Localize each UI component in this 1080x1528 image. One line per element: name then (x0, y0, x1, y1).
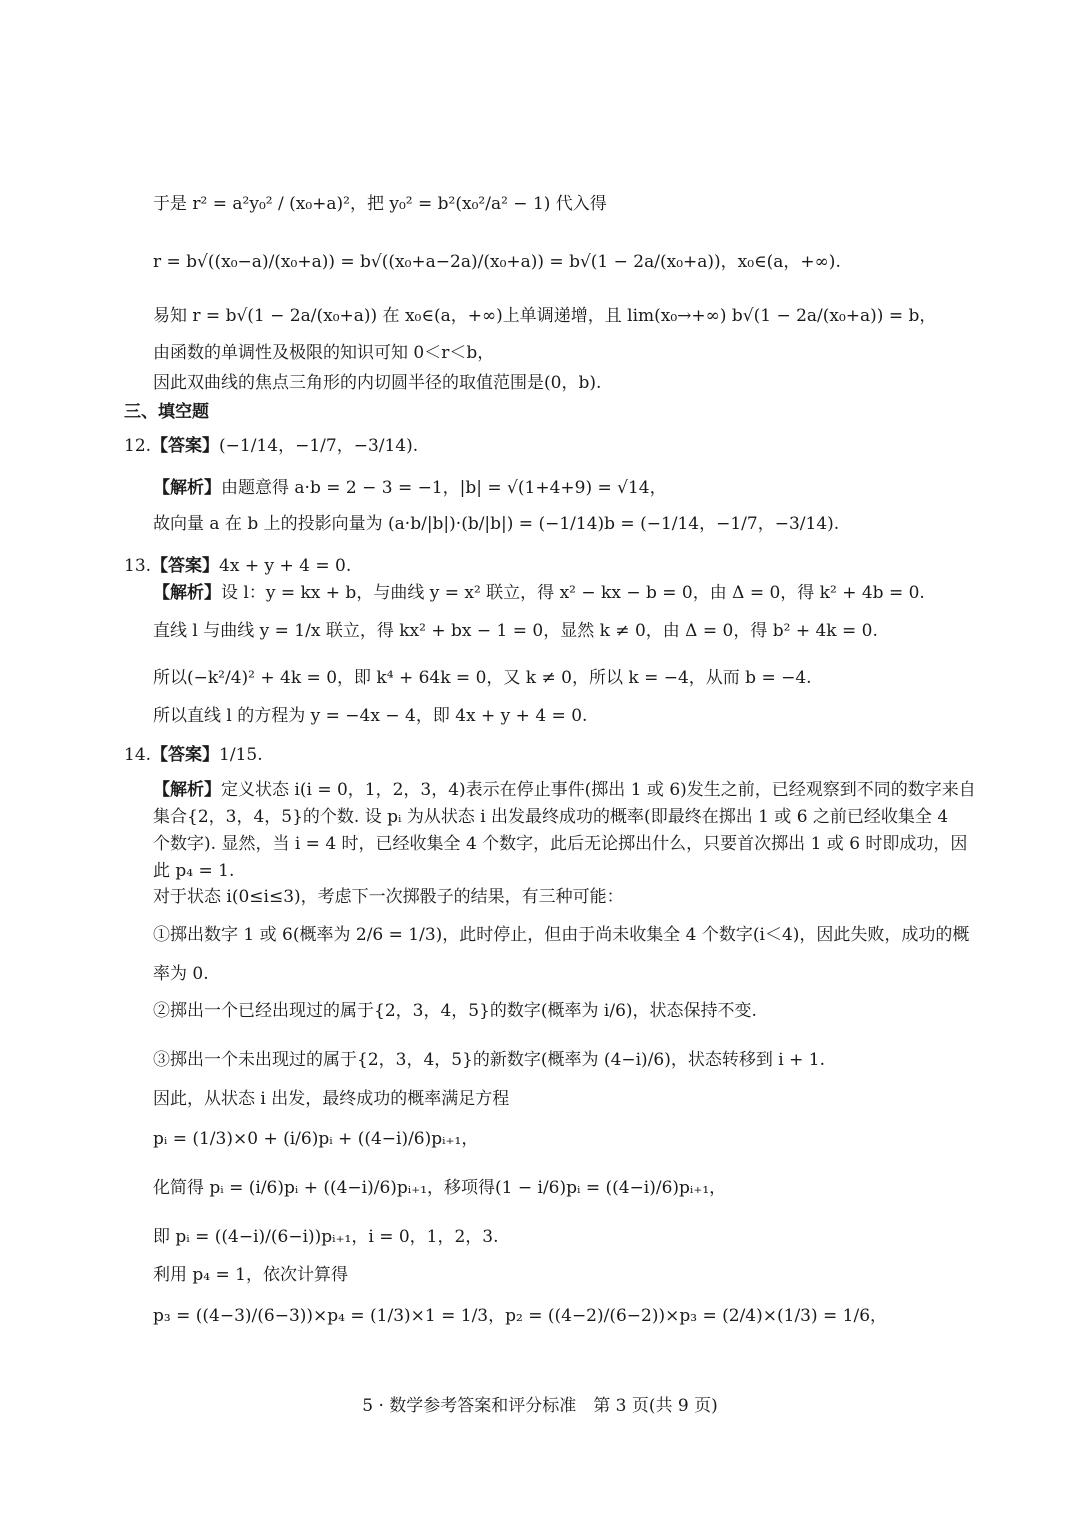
answer-tag: 【答案】 (151, 436, 220, 456)
analysis-tag: 【解析】 (153, 478, 221, 498)
text-line: 因此双曲线的焦点三角形的内切圆半径的取值范围是(0，b). (153, 373, 602, 393)
text-line: 率为 0. (153, 964, 209, 984)
text-line: 故向量 a 在 b 上的投影向量为 (a·b/|b|)·(b/|b|) = (−1/14)b = (−1/14，−1/7，−3/14). (153, 514, 840, 534)
page-footer: 5 · 数学参考答案和评分标准 第 3 页(共 9 页) (362, 1396, 718, 1416)
text-line: ①掷出数字 1 或 6(概率为 2/6 = 1/3)，此时停止，但由于尚未收集全 4 个数字(i＜4)，因此失败，成功的概 (153, 925, 970, 945)
text-line: 所以(−k²/4)² + 4k = 0，即 k⁴ + 64k = 0，又 k ≠ 0，所以 k = −4，从而 b = −4. (153, 668, 812, 688)
text-line: 即 pᵢ = ((4−i)/(6−i))pᵢ₊₁，i = 0，1，2，3. (153, 1227, 499, 1247)
analysis-tag: 【解析】 (153, 583, 221, 603)
text-line: r = b√((x₀−a)/(x₀+a)) = b√((x₀+a−2a)/(x₀+a)) = b√(1 − 2a/(x₀+a))，x₀∈(a，+∞). (153, 252, 841, 272)
answer-tag: 【答案】 (151, 556, 220, 576)
analysis-tag: 【解析】 (153, 780, 221, 800)
text-line: 因此，从状态 i 出发，最终成功的概率满足方程 (153, 1089, 510, 1109)
question-number: 14. (124, 745, 152, 765)
text-line: pᵢ = (1/3)×0 + (i/6)pᵢ + ((4−i)/6)pᵢ₊₁， (153, 1129, 479, 1149)
text-line: 直线 l 与曲线 y = 1/x 联立，得 kx² + bx − 1 = 0，显然 k ≠ 0，由 Δ = 0，得 b² + 4k = 0. (153, 621, 878, 641)
answer-tag: 【答案】 (151, 745, 220, 765)
text-line: 利用 p₄ = 1，依次计算得 (153, 1265, 348, 1285)
text-line: p₃ = ((4−3)/(6−3))×p₄ = (1/3)×1 = 1/3，p₂ = ((4−2)/(6−2))×p₃ = (2/4)×(1/3) = 1/6， (153, 1306, 888, 1326)
question-number: 12. (124, 436, 152, 456)
text-line: 由函数的单调性及极限的知识可知 0＜r＜b， (153, 343, 495, 363)
section-heading: 三、填空题 (124, 402, 209, 422)
text-line: ③掷出一个未出现过的属于{2，3，4，5}的新数字(概率为 (4−i)/6)，状态转移到 i + 1. (153, 1050, 825, 1070)
analysis-line: 【解析】定义状态 i(i = 0，1，2，3，4)表示在停止事件(掷出 1 或 6)发生之前，已经观察到不同的数字来自 (153, 780, 976, 800)
question-14-answer: 14.【答案】1/15. (124, 745, 263, 765)
text-line: 集合{2，3，4，5}的个数. 设 pᵢ 为从状态 i 出发最终成功的概率(即最终在掷出 1 或 6 之前已经收集全 4 (153, 807, 949, 827)
text-line: 易知 r = b√(1 − 2a/(x₀+a)) 在 x₀∈(a，+∞)上单调递增，且 lim(x₀→+∞) b√(1 − 2a/(x₀+a)) = b， (153, 306, 937, 326)
analysis-line: 【解析】由题意得 a·b = 2 − 3 = −1，|b| = √(1+4+9) = √14， (153, 478, 667, 498)
text-line: 于是 r² = a²y₀² / (x₀+a)²，把 y₀² = b²(x₀²/a² − 1) 代入得 (153, 194, 607, 214)
text-line: 个数字). 显然，当 i = 4 时，已经收集全 4 个数字，此后无论掷出什么，只要首次掷出 1 或 6 时即成功，因 (153, 834, 968, 854)
text-line: 化简得 pᵢ = (i/6)pᵢ + ((4−i)/6)pᵢ₊₁，移项得(1 − i/6)pᵢ = ((4−i)/6)pᵢ₊₁， (153, 1178, 727, 1198)
question-number: 13. (124, 556, 152, 576)
question-12-answer: 12.【答案】(−1/14，−1/7，−3/14). (124, 436, 419, 456)
text-line: 对于状态 i(0≤i≤3)，考虑下一次掷骰子的结果，有三种可能： (153, 887, 624, 907)
question-13-answer: 13.【答案】4x + y + 4 = 0. (124, 556, 352, 576)
analysis-line: 【解析】设 l：y = kx + b，与曲线 y = x² 联立，得 x² − kx − b = 0，由 Δ = 0，得 k² + 4b = 0. (153, 583, 925, 603)
text-line: 所以直线 l 的方程为 y = −4x − 4，即 4x + y + 4 = 0. (153, 706, 588, 726)
text-line: ②掷出一个已经出现过的属于{2，3，4，5}的数字(概率为 i/6)，状态保持不变. (153, 1001, 757, 1021)
text-line: 此 p₄ = 1. (153, 861, 235, 881)
